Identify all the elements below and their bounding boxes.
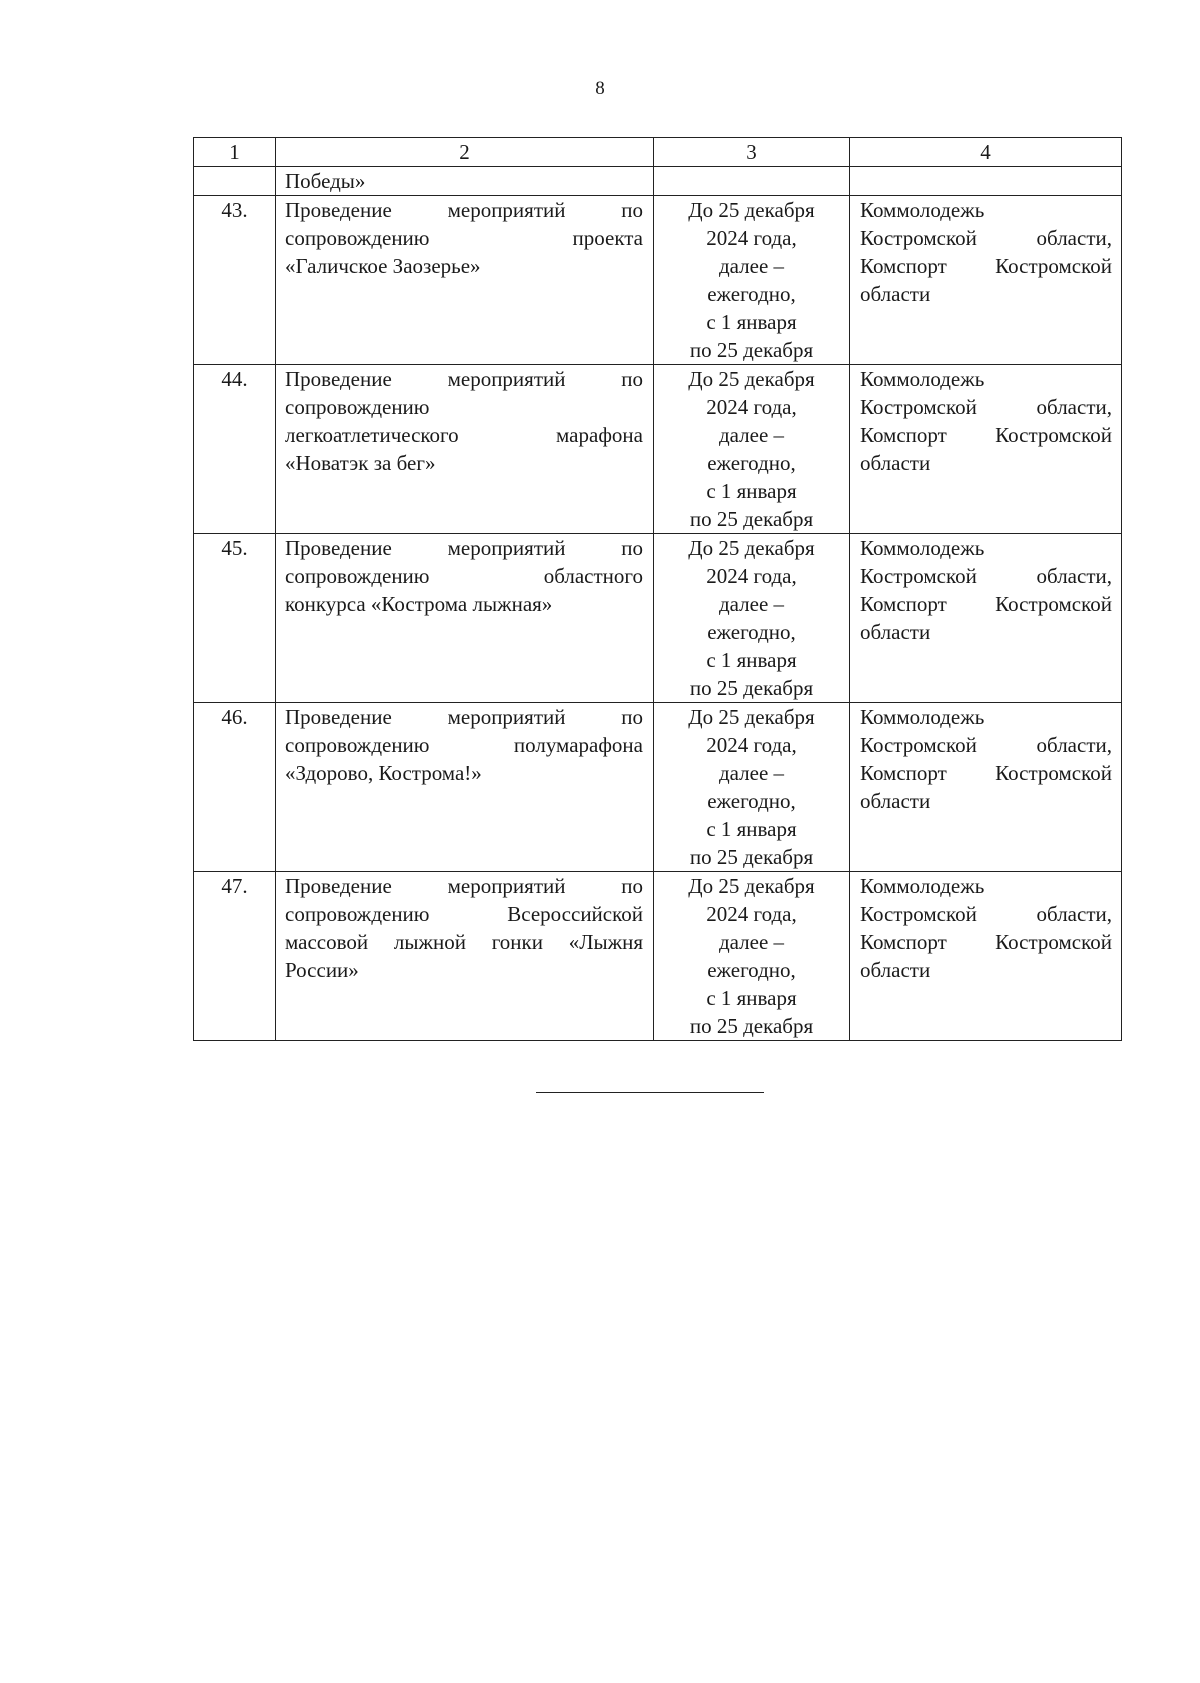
term-line: с 1 января (706, 817, 797, 841)
responsible-line: Коммолодежь (860, 367, 985, 391)
term-line: с 1 января (706, 479, 797, 503)
term-line: с 1 января (706, 310, 797, 334)
term-line: ежегодно, (707, 958, 796, 982)
description-line: конкурса «Кострома лыжная» (285, 592, 553, 616)
item-number: 47. (194, 872, 276, 1041)
term-line: далее – (718, 761, 785, 785)
continuation-num-cell (194, 167, 276, 196)
description-line: сопровождению полумарафона (285, 733, 643, 757)
item-responsible (850, 196, 1122, 365)
term-line: по 25 декабря (689, 338, 814, 362)
description-line: легкоатлетического марафона (285, 423, 643, 447)
item-number: 44. (194, 365, 276, 534)
item-term (654, 365, 850, 534)
term-line: далее – (718, 592, 785, 616)
responsible-line: Комспорт Костромской (860, 423, 1112, 447)
continuation-responsible-cell (850, 167, 1122, 196)
term-line: 2024 года, (706, 395, 797, 419)
description-line: Проведение мероприятий по (285, 874, 643, 898)
description-line: Проведение мероприятий по (285, 705, 643, 729)
item-description (276, 872, 654, 1041)
term-line: далее – (718, 930, 785, 954)
page-number: 8 (595, 78, 605, 99)
term-line: далее – (718, 423, 785, 447)
term-line: До 25 декабря (688, 705, 815, 729)
description-line: Проведение мероприятий по (285, 198, 643, 222)
term-line: До 25 декабря (688, 536, 815, 560)
term-line: далее – (718, 254, 785, 278)
term-line: 2024 года, (706, 564, 797, 588)
responsible-line: Костромской области, (860, 564, 1112, 588)
term-line: 2024 года, (706, 226, 797, 250)
item-number: 46. (194, 703, 276, 872)
column-number-row (194, 138, 1122, 167)
description-line: Проведение мероприятий по (285, 367, 643, 391)
item-responsible (850, 872, 1122, 1041)
term-line: по 25 декабря (689, 507, 814, 531)
column-number-2: 2 (276, 138, 654, 167)
item-term (654, 872, 850, 1041)
item-responsible (850, 365, 1122, 534)
item-description (276, 196, 654, 365)
responsible-line: Комспорт Костромской (860, 761, 1112, 785)
table-row (194, 365, 1122, 534)
responsible-line: Коммолодежь (860, 198, 985, 222)
item-responsible (850, 703, 1122, 872)
description-line: сопровождению Всероссийской (285, 902, 643, 926)
continuation-term-cell (654, 167, 850, 196)
term-line: ежегодно, (707, 282, 796, 306)
responsible-line: области (860, 451, 931, 475)
table-row (194, 703, 1122, 872)
column-number-4: 4 (850, 138, 1122, 167)
description-line: «Здорово, Кострома!» (285, 761, 482, 785)
description-line: России» (285, 958, 359, 982)
description-line: «Галичское Заозерье» (285, 254, 481, 278)
term-line: с 1 января (706, 648, 797, 672)
term-line: До 25 декабря (688, 198, 815, 222)
column-number-3: 3 (654, 138, 850, 167)
description-line: сопровождению проекта (285, 226, 643, 250)
description-line: сопровождению (285, 395, 430, 419)
description-line: «Новатэк за бег» (285, 451, 436, 475)
responsible-line: Коммолодежь (860, 874, 985, 898)
item-responsible (850, 534, 1122, 703)
description-line: сопровождению областного (285, 564, 643, 588)
term-line: по 25 декабря (689, 845, 814, 869)
item-number: 43. (194, 196, 276, 365)
item-description (276, 365, 654, 534)
item-number: 45. (194, 534, 276, 703)
responsible-line: Комспорт Костромской (860, 930, 1112, 954)
term-line: 2024 года, (706, 902, 797, 926)
item-term (654, 703, 850, 872)
responsible-line: Костромской области, (860, 733, 1112, 757)
measures-table (193, 137, 1122, 1041)
term-line: ежегодно, (707, 451, 796, 475)
term-line: ежегодно, (707, 789, 796, 813)
responsible-line: области (860, 789, 931, 813)
term-line: ежегодно, (707, 620, 796, 644)
table-row (194, 196, 1122, 365)
responsible-line: области (860, 620, 931, 644)
term-line: по 25 декабря (689, 1014, 814, 1038)
column-number-1: 1 (194, 138, 276, 167)
responsible-line: области (860, 958, 931, 982)
table-row (194, 534, 1122, 703)
description-line: Проведение мероприятий по (285, 536, 643, 560)
term-line: с 1 января (706, 986, 797, 1010)
item-term (654, 534, 850, 703)
continuation-row (194, 167, 1122, 196)
item-description (276, 534, 654, 703)
responsible-line: Костромской области, (860, 395, 1112, 419)
table-body (194, 138, 1122, 1041)
end-of-document-rule (536, 1092, 764, 1093)
responsible-line: Комспорт Костромской (860, 592, 1112, 616)
continuation-description-cell: Победы» (276, 167, 654, 196)
term-line: До 25 декабря (688, 367, 815, 391)
responsible-line: Костромской области, (860, 902, 1112, 926)
responsible-line: области (860, 282, 931, 306)
item-term (654, 196, 850, 365)
term-line: 2024 года, (706, 733, 797, 757)
responsible-line: Комспорт Костромской (860, 254, 1112, 278)
term-line: по 25 декабря (689, 676, 814, 700)
description-line: массовой лыжной гонки «Лыжня (285, 930, 643, 954)
term-line: До 25 декабря (688, 874, 815, 898)
responsible-line: Коммолодежь (860, 705, 985, 729)
table-row (194, 872, 1122, 1041)
item-description (276, 703, 654, 872)
responsible-line: Костромской области, (860, 226, 1112, 250)
responsible-line: Коммолодежь (860, 536, 985, 560)
